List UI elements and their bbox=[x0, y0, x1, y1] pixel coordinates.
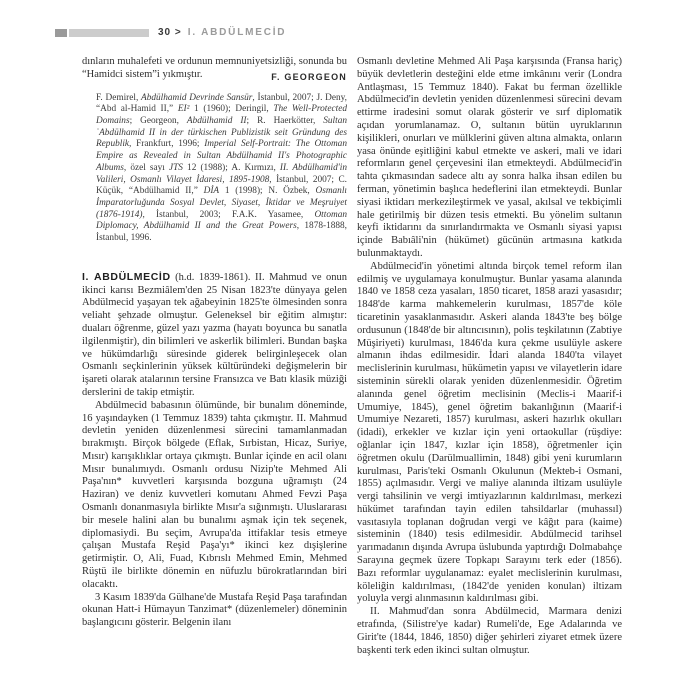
bibliography-block: F. Demirel, Abdülhamid Devrinde Sansür, İstanbul, 2007; J. Deny, “Abd al-Hamid II,” EI² 1 (1960); Deringil, The Well-Protected Domains; Georgeon, Abdülhamid II; R. Haerkötter, Sultan ʿAbdülhamid II in der türkischen Publizistik seit Gründung des Republik, Frankfurt, 1996; Imperial Self-Portrait: The Ottoman Empire as Revealed in Sultan Abdülhamid II's Photographic Albums, özel sayı JTS 12 (1988); A. Kırmızı, II. Abdülhamid'in Valileri, Osmanlı Vilayet İdaresi, 1895-1908, İstanbul, 2007; C. Küçük, “Abdülhamid II,” DİA 1 (1998); N. Özbek, Osmanlı İmparatorluğunda Sosyal Devlet, Siyaset, İktidar ve Meşruiyet (1876-1914), İstanbul, 2003; F.A.K. Yasamee, Ottoman Diplomacy, Abdülhamid II and the Great Powers, 1878-1888, İstanbul, 1996. bbox=[96, 92, 348, 244]
page-header bbox=[55, 27, 286, 38]
continuation-paragraph: dınların muhalefeti ve ordunun memnuniyetsizliği, sonunda bu “Hamidci sistem”i yıkmıştır. bbox=[82, 56, 347, 80]
entry-first-paragraph bbox=[82, 271, 347, 400]
entry-first-paragraph-text: (h.d. 1839-1861). II. Mahmud ve onun ikinci karısı Bezmiâlem'den 25 Nisan 1823'te dünyaya gelen Abdülmecid yaşayan tek ağabeyinin 1825'te ölmesinden sonra veliaht şehzade olmuştur. Geleneksel bir eğitim almıştır: duaları öğrenme, güzel yazı yazma (hayatı boyunca bu sanatla ilgilenmiştir), din bilimleri ve askerlik bilimleri. Bundan başka ve hükümdarlığı süresinde giderek belirginleşecek olan Osmanlı seçkinlerinin yüksek kültüründeki değişmelerin bir işareti olarak atalarının tersine Fransızca ve Batı klasik müziği derslerini de takip etmiştir. bbox=[82, 271, 347, 398]
running-title: I. ABDÜLMECİD bbox=[187, 27, 287, 38]
body-paragraph: II. Mahmud'dan sonra Abdülmecid, Marmara denizi etrafında, (Silistre'ye kadar) Rumeli'de, Ege Adalarında ve Girit'te (1844, 1846, 1850) diğer şehirleri ziyaret etmek üzere başkenti terk eden ikinci sultan olmuştur. bbox=[357, 606, 622, 656]
entry-headword: I. ABDÜLMECİD bbox=[82, 270, 171, 283]
entry-abdulmecid bbox=[82, 271, 347, 630]
body-paragraph: Abdülmecid'in yönetimi altında birçok temel reform ilan edilmiş ve uygulamaya konulmuştur. Bunlar yasama alanında 1840 ve 1858 ceza yasaları, 1850 ticaret, 1858 arazi yasasıdır; 1848'de karma mahkemelerin kurulması, 1857'de köle ticaretinin yasaklanmasıdır. Askeri alanda 1843'te beş bölge ordusunun (1848'de bir altıncısının), polis teşkilatının (Zabtiye Müşiriyeti) kurulması, 1846'da kura çekme usulüyle askere almanın ihdas edilmesidir. İdari alanda 1840'ta vilayet meclislerinin kurulması, hükümetin yapısı ve vilayetlerin idare sisteminin sürekli olarak yeniden düzenlenmesidir. Öğretim alanında genel öğretim meclisinin (Meclis-i Maarif-i Umumiye, 1845), genel öğretim bakanlığının (Maarif-i Umumiye Nezareti, 1857) kurulması, askeri hazırlık okulları (idadi), erkekler ve kızlar için yeni ortaokullar (rüşdiye: oğlanlar için 1847, kızlar için 1858), öğretmenler için öğretmen okulu (Darülmuallimin, 1848) gibi yeni kurumların kurulması, Paris'teki Osmanlı Okulunun (Mekteb-i Osmani, 1855) açılmasıdır. Vergi ve maliye alanında iltizam usulüyle vergi tahsilinin ve vergi imtiyazlarının kaldırılması, merkezi hükümet tarafından tayin edilen tahsildarlar (muhassıl) vasıtasıyla toplanan doğrudan vergi ve kâğıt para (kaime) sisteminin (1840) tesis edilmesidir. Abdülmecid tarihsel yarımadanın dışında Avrupa üslubunda yaptırdığı Dolmabahçe Sarayına geçmek üzere Topkapı Sarayını terk eder (1856). Bazı reformlar uygulanamaz: eyalet meclislerinin kurulması, köleliğin kaldırılması, (1842'de yeniden konulan) iltizam yoluyla vergi alınmasının kaldırılması gibi. bbox=[357, 260, 622, 605]
left-column bbox=[82, 56, 347, 657]
right-column bbox=[357, 56, 622, 657]
header-bar-dark bbox=[55, 29, 67, 37]
body-paragraph: Osmanlı devletine Mehmed Ali Paşa karşısında (Fransa hariç) büyük devletlerin desteğini elde etme imkânını verir (Londra Antlaşması, 15 Temmuz 1840). Fakat bu ferman özellikle Abdülmecid'in devletin yeniden düzenlenmesi sürecini devam ettirme iradesini somut olarak gösterir ve sırf diplomatik açıdan yorumlanamaz. O, sultanın bütün uyruklarının kişilikleri, onurları ve mülklerini güven altına almakta, onların yasa önünde eşitliğini kabul etmekte ve askeri, mali ve idari reformların genel çerçevesini ilan etmekteydi. Abdülmecid'in tahta çıkmasından sadece altı ay sonra halka ihsan edilen bu ferman, yönetimin başlıca hedeflerini ilan etmekteydi. Bunlar siyasi iktidarı merkezileştirmek ve yasal, akılsal ve tekbiçimli hale getirilmiş bir düzen tesis etmekti. Bu yönelim sultanın keyfi iktidarını da sınırlandırmakta ve Osmanlı siyasi yapısı içinde Babıâli'nin (hükümet) gücünün artmasına katkıda bulunmaktaydı. bbox=[357, 56, 622, 259]
entry-paragraph: 3 Kasım 1839'da Gülhane'de Mustafa Reşid Paşa tarafından okunan Hatt-i Hümayun Tanzimat* (düzenlemeler) döneminin başlangıcını gösterir. Belgenin ilanı bbox=[82, 591, 347, 629]
author-signature: F. GEORGEON bbox=[265, 72, 347, 82]
text-columns bbox=[82, 56, 622, 657]
entry-paragraph: Abdülmecid babasının ölümünde, bir bunalım döneminde, 16 yaşındayken (1 Temmuz 1839) tahta çıkmıştır. II. Mahmud devletin yeniden düzenlenmesi sürecini tamamlanmadan bırakmıştı. Birçok bölgede (Eflak, Sırbistan, Hicaz, Suriye, Mısır) karışıklıklar ortaya çıkmıştı. Bunlar içinde en acil olanı Mısır bunalımıydı. Osmanlı ordusu Nizip'te Mehmed Ali Paşa'nın* kuvvetleri karşısında bozguna uğramıştı (24 Haziran) ve deniz kuvvetleri komutanı Ahmed Fevzi Paşa Osmanlı donanmasıyla birlikte Mısır'a sığınmıştı. Uluslararası bir mesele halini alan bu bunalımı aşmak için tek seçenek, diplomasiydi. Bu seçim, Avrupa'da ittifaklar tesis etmeye çalışan Mustafa Reşid Paşa'yı* ikinci kez dışişlerine getirmiştir. O, Ali, Fuad, Kıbrıslı Mehmed Emin, Mehmed Rüştü ile birlikte dönemin en nüfuzlu bürokratlarından biri olacaktı. bbox=[82, 399, 347, 590]
page-number: 30 > bbox=[158, 27, 182, 38]
header-bar-light bbox=[69, 29, 149, 37]
continuation-block bbox=[82, 56, 347, 82]
